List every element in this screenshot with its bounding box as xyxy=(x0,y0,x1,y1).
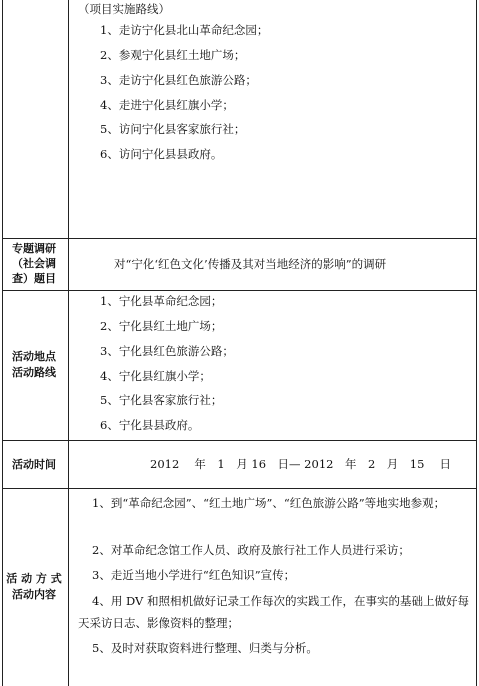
row-divider-2 xyxy=(2,290,477,291)
topic-title: 对“宁化‘红色文化’传播及其对当地经济的影响”的调研 xyxy=(114,257,387,271)
route-item: 3、走访宁化县红色旅游公路； xyxy=(100,73,257,87)
time-label: 活动时间 xyxy=(12,458,56,471)
row-divider-1 xyxy=(2,238,477,239)
location-label-line: 活动地点 xyxy=(12,350,56,363)
method-item: 4、用 DV 和照相机做好记录工作每次的实践工作，在事实的基础上做好每天采访日志、影像资料的整理； xyxy=(78,594,469,630)
right-border xyxy=(476,0,477,686)
route-item: 1、走访宁化县北山革命纪念园； xyxy=(100,23,269,37)
row-divider-3 xyxy=(2,440,477,441)
route-item: 4、走进宁化县红旗小学； xyxy=(100,98,234,112)
route-item: 6、访问宁化县县政府。 xyxy=(100,147,223,161)
route-item: 2、参观宁化县红土地广场； xyxy=(100,48,246,62)
location-item: 1、宁化县革命纪念园； xyxy=(100,294,223,308)
topic-label-line: 查）题目 xyxy=(12,272,56,285)
topic-label-line: 专题调研 xyxy=(12,242,56,255)
method-item: 2、对革命纪念馆工作人员、政府及旅行社工作人员进行采访； xyxy=(92,543,410,557)
time-range: 2012 年 1 月 16 日— 2012 年 2 月 15 日 xyxy=(150,457,452,471)
topic-label-line: （社会调 xyxy=(12,257,56,270)
location-item: 5、宁化县客家旅行社； xyxy=(100,393,223,407)
route-item: 5、访问宁化县客家旅行社； xyxy=(100,122,246,136)
route-header: （项目实施路线） xyxy=(78,2,170,16)
column-divider xyxy=(68,0,69,686)
method-item: 1、到“革命纪念园”、“红土地广场”、“红色旅游公路”等地实地参观； xyxy=(92,496,446,510)
method-item: 3、走近当地小学进行“红色知识”宣传； xyxy=(92,568,296,582)
location-item: 4、宁化县红旗小学； xyxy=(100,369,211,383)
method-label-line: 活 动 方 式 xyxy=(6,572,62,585)
location-item: 3、宁化县红色旅游公路； xyxy=(100,344,234,358)
location-item: 2、宁化县红土地广场； xyxy=(100,319,223,333)
method-label-line: 活动内容 xyxy=(12,588,56,601)
location-item: 6、宁化县县政府。 xyxy=(100,418,200,432)
location-label-line: 活动路线 xyxy=(12,366,56,379)
row-divider-4 xyxy=(2,488,477,489)
method-item: 5、及时对获取资料进行整理、归类与分析。 xyxy=(92,641,318,655)
